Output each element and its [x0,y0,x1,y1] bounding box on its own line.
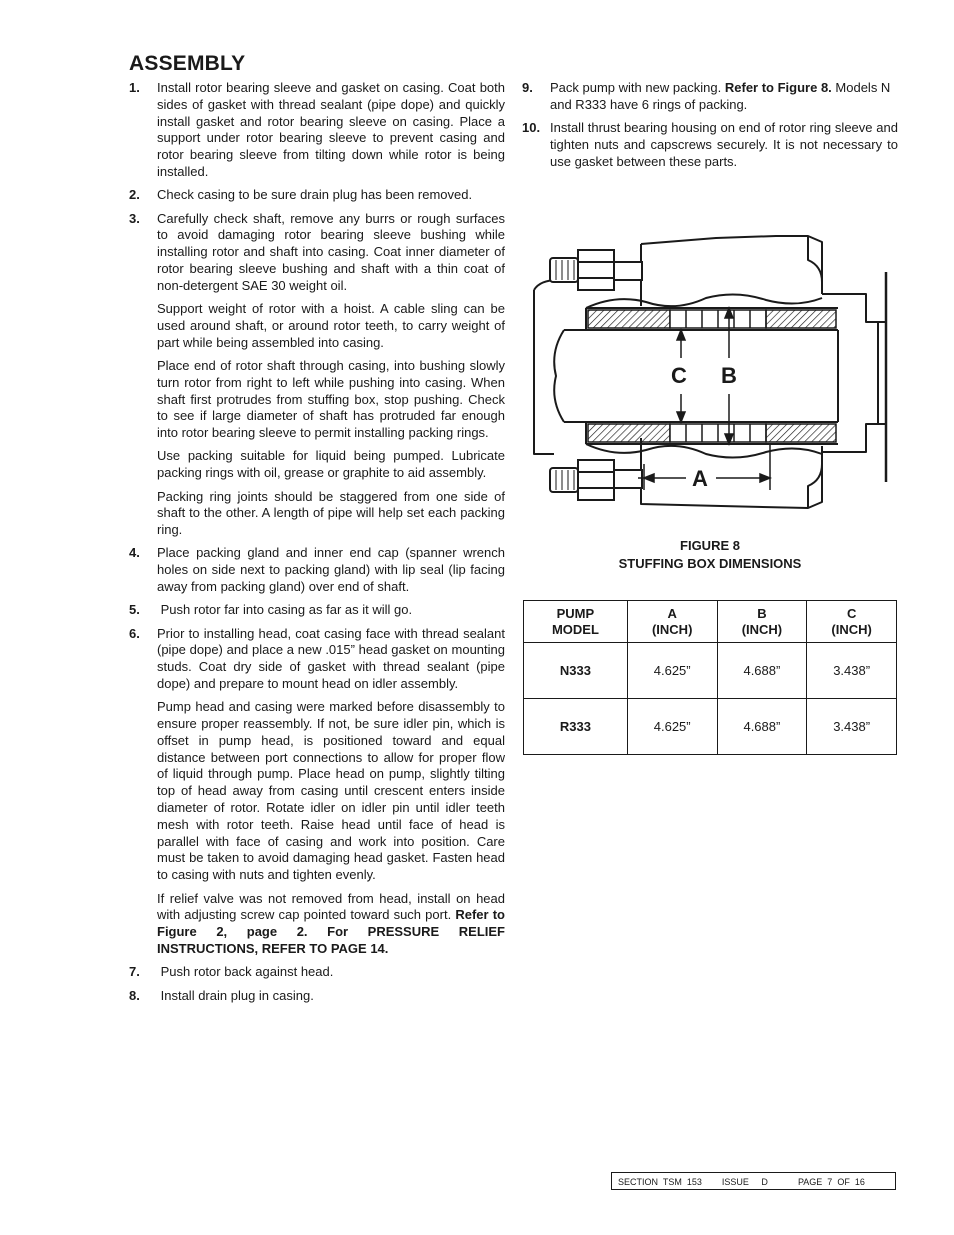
page-number: 7 [827,1177,833,1187]
step-body [550,80,898,114]
step-3 [129,211,505,539]
relief-text: If relief valve was not removed from head, install on head with adjusting screw cap pointed toward such port. [157,890,505,923]
paragraph: Prior to installing head, coat casing face with thread sealant (pipe dope) and place a new .015” head gasket on mounting studs. Coat dry side of gasket with thread sealant (pipe dope) and prepare to mount head on idler assembly. [157,625,505,691]
paragraph: Place packing gland and inner end cap (spanner wrench holes on side next to packing gland) with lip seal (lip facing away from packing gland) over end of shaft. [157,545,505,595]
figure-title: STUFFING BOX DIMENSIONS [618,556,802,571]
dimensions-table [523,600,897,755]
relief-paragraph [157,891,505,958]
page-title: ASSEMBLY [129,52,246,75]
paragraph: Pump head and casing were marked before disassembly to ensure proper reassembly. If not, be sure idler pin, which is offset in pump head, is positioned toward and equal distance between port connections to allow for proper flow of liquid through pump. Place head on pump, slightly tilting top of head away from casing until crescent enters inside diameter of rotor. Rotate idler on idler pin until idler teeth mesh with rotor teeth. Raise head until face of head is parallel with face of casing and work into position. Care must be taken to avoid damaging head gasket. Fasten head to casing with nuts and tighten evenly. [157,699,505,883]
paragraph: Push rotor far into casing as far as it will go. [157,602,413,618]
step-body [157,545,505,595]
total-pages: 16 [854,1177,865,1187]
step-1 [129,80,505,181]
step-body [157,626,505,958]
step9-text-end: Models N and R333 have 6 rings of packing. [550,80,891,112]
step-number: 9. [522,80,533,95]
step-7 [129,964,505,981]
paragraph [550,80,898,114]
page-footer [611,1172,896,1190]
step-9 [522,80,898,114]
step-10 [522,120,898,170]
step9-text: Pack pump with new packing. [550,80,725,95]
dimension-label-c: C [671,363,687,388]
paragraph: Install thrust bearing housing on end of rotor ring sleeve and tighten nuts and capscrews securely. It is not necessary to use gasket between these parts. [550,120,898,169]
table-cell: 4.625” [627,643,717,699]
step-number: 5. [129,602,140,618]
paragraph: Use packing suitable for liquid being pumped. Lubricate packing rings with oil, grease or graphite to aid assembly. [157,448,505,481]
paragraph: Carefully check shaft, remove any burrs or rough surfaces to avoid damaging rotor bearing sleeve bushing while installing rotor and shaft into casing. Coat inner diameter of rotor bearing sleeve bushing and shaft with a thin coat of non-detergent SAE 30 weight oil. [157,210,505,293]
figure-number: FIGURE 8 [680,538,740,553]
step-5 [129,602,505,619]
step-number: 6. [129,625,140,641]
of-label: OF [837,1177,850,1187]
step-number: 2. [129,187,140,203]
step-body [157,80,505,181]
step-number: 10. [522,120,541,136]
step-number: 1. [129,80,140,95]
figure-caption [522,537,898,573]
step-2 [129,187,505,204]
table-cell: 4.688” [717,699,807,755]
issue-value: D [761,1177,768,1187]
section-label: SECTION [618,1177,659,1187]
section-value: TSM 153 [662,1177,702,1187]
table-row [524,699,897,755]
step-body [157,187,505,204]
step-number: 7. [129,964,140,980]
right-column [522,80,898,177]
table-header: PUMP MODEL [524,601,628,643]
paragraph: Install rotor bearing sleeve and gasket on casing. Coat both sides of gasket with thread sealant (pipe dope) and quickly install gasket and rotor bearing sleeve on casing. Place a support under rotor bearing sleeve to prevent casing and rotor bearing sleeve from tilting down while rotor is being installed. [157,80,505,179]
step-4 [129,545,505,595]
table-header: C (INCH) [807,601,897,643]
left-column [129,80,505,1011]
table-cell: 3.438” [807,643,897,699]
paragraph: Support weight of rotor with a hoist. A cable sling can be used around shaft, or around rotor teeth, to carry weight of part while being assembled into casing. [157,301,505,350]
paragraph: Push rotor back against head. [157,964,334,980]
step-number: 3. [129,210,140,226]
step-number: 4. [129,545,140,561]
table-header-row [524,601,897,643]
step-number: 8. [129,987,140,1003]
paragraph: Check casing to be sure drain plug has been removed. [157,187,473,203]
table-row [524,643,897,699]
step-body [157,602,505,619]
table-cell: R333 [524,699,628,755]
paragraph: Install drain plug in casing. [157,987,314,1003]
step-8 [129,988,505,1005]
table-cell: 4.688” [717,643,807,699]
step-body [157,988,505,1005]
step-6 [129,626,505,958]
relief-reference: Refer to Figure 2, page 2. For PRESSURE RELIEF INSTRUCTIONS, REFER TO PAGE 14. [157,907,505,956]
table-cell: 4.625” [627,699,717,755]
issue-label: ISSUE [721,1177,749,1187]
step-body [550,120,898,170]
table-header: B (INCH) [717,601,807,643]
stuffing-box-drawing [526,232,892,512]
page-label: PAGE [797,1177,823,1187]
step-body [157,211,505,539]
table-cell: 3.438” [807,699,897,755]
figure-reference: Refer to Figure 8. [724,80,832,95]
dimension-label-a: A [692,466,708,491]
paragraph: Packing ring joints should be staggered from one side of shaft to the other. A length of pipe will help set each packing ring. [157,488,505,538]
table-header: A (INCH) [627,601,717,643]
dimension-label-b: B [721,363,737,388]
paragraph: Place end of rotor shaft through casing, into bushing slowly turn rotor from right to left while pushing into casing. When shaft first protrudes from stuffing box, stop pushing. Check to see if large diameter of shaft has protruded far enough into rotor bearing sleeve to permit installing packing rings. [157,357,505,441]
table-cell: N333 [524,643,628,699]
step-body [157,964,505,981]
